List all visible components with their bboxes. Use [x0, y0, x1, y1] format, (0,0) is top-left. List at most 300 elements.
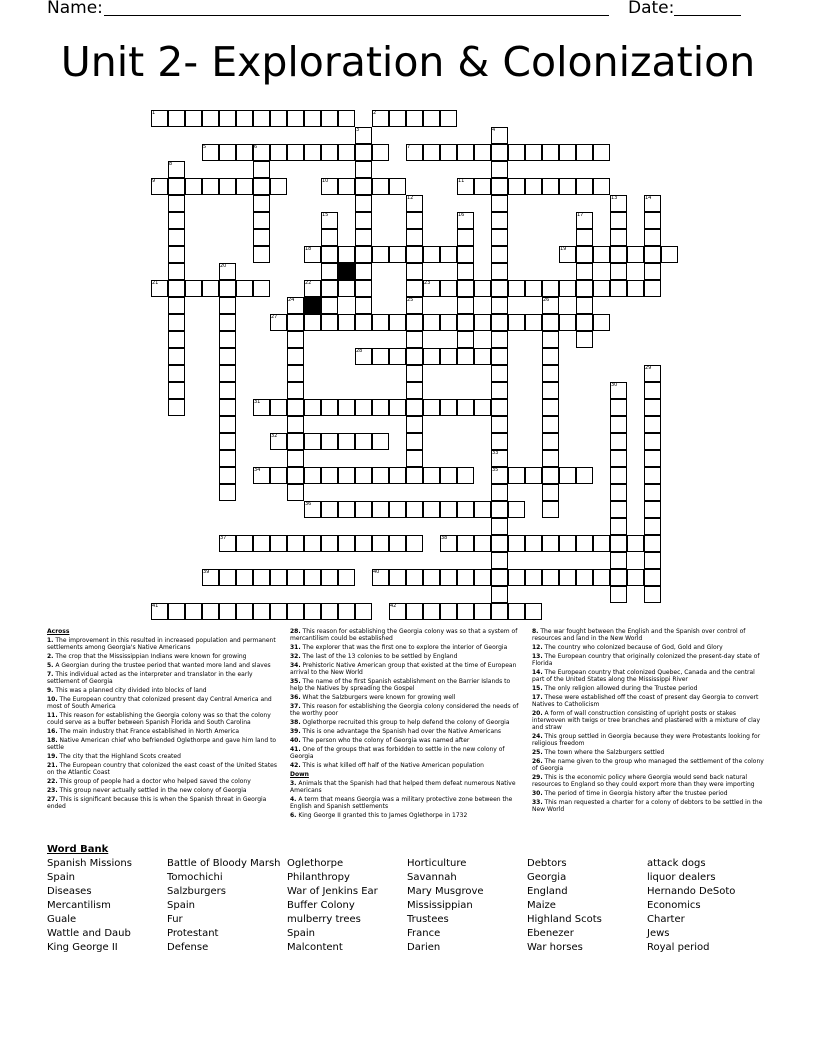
grid-cell[interactable] [491, 314, 508, 331]
grid-cell[interactable] [440, 569, 457, 586]
grid-cell[interactable] [474, 280, 491, 297]
grid-cell[interactable] [406, 603, 423, 620]
grid-cell[interactable] [270, 399, 287, 416]
grid-cell[interactable] [219, 467, 236, 484]
grid-cell[interactable] [593, 280, 610, 297]
grid-cell[interactable] [542, 331, 559, 348]
grid-cell[interactable] [270, 144, 287, 161]
grid-cell[interactable] [644, 263, 661, 280]
grid-cell[interactable] [236, 569, 253, 586]
grid-cell[interactable] [219, 110, 236, 127]
grid-cell[interactable] [270, 569, 287, 586]
grid-cell[interactable] [406, 212, 423, 229]
grid-cell[interactable] [610, 518, 627, 535]
grid-cell[interactable] [644, 246, 661, 263]
grid-cell[interactable] [321, 110, 338, 127]
grid-cell[interactable] [593, 178, 610, 195]
grid-cell[interactable] [474, 535, 491, 552]
grid-cell[interactable] [304, 535, 321, 552]
grid-cell[interactable] [644, 586, 661, 603]
grid-cell[interactable] [168, 110, 185, 127]
grid-cell[interactable] [661, 246, 678, 263]
grid-cell[interactable] [576, 297, 593, 314]
grid-cell[interactable] [304, 399, 321, 416]
grid-cell[interactable] [542, 314, 559, 331]
grid-cell[interactable] [423, 110, 440, 127]
grid-cell[interactable] [440, 603, 457, 620]
grid-cell[interactable] [202, 603, 219, 620]
grid-cell[interactable] [219, 348, 236, 365]
grid-cell[interactable] [406, 365, 423, 382]
grid-cell[interactable] [253, 212, 270, 229]
grid-cell[interactable] [219, 382, 236, 399]
grid-cell[interactable] [253, 603, 270, 620]
grid-cell[interactable] [202, 280, 219, 297]
grid-cell[interactable] [474, 144, 491, 161]
grid-cell[interactable] [304, 314, 321, 331]
grid-cell[interactable] [542, 501, 559, 518]
grid-cell[interactable] [610, 569, 627, 586]
grid-cell[interactable] [321, 399, 338, 416]
grid-cell[interactable] [508, 501, 525, 518]
grid-cell[interactable] [355, 501, 372, 518]
grid-cell[interactable] [576, 144, 593, 161]
grid-cell[interactable] [219, 331, 236, 348]
grid-cell[interactable] [253, 161, 270, 178]
grid-cell[interactable] [287, 603, 304, 620]
grid-cell[interactable] [457, 246, 474, 263]
grid-cell[interactable] [542, 365, 559, 382]
grid-cell[interactable] [610, 246, 627, 263]
grid-cell[interactable] [474, 501, 491, 518]
grid-cell[interactable] [389, 467, 406, 484]
grid-cell[interactable] [542, 280, 559, 297]
grid-cell[interactable] [525, 178, 542, 195]
grid-cell[interactable] [508, 569, 525, 586]
grid-cell[interactable] [525, 535, 542, 552]
grid-cell[interactable] [491, 484, 508, 501]
grid-cell[interactable] [355, 467, 372, 484]
grid-cell[interactable] [610, 433, 627, 450]
grid-cell[interactable] [338, 569, 355, 586]
grid-cell[interactable] [457, 314, 474, 331]
grid-cell[interactable] [406, 246, 423, 263]
grid-cell[interactable] [372, 501, 389, 518]
grid-cell[interactable] [372, 144, 389, 161]
grid-cell[interactable] [236, 535, 253, 552]
grid-cell[interactable] [168, 297, 185, 314]
grid-cell[interactable] [559, 467, 576, 484]
grid-cell[interactable] [491, 552, 508, 569]
grid-cell[interactable] [270, 178, 287, 195]
grid-cell[interactable] [389, 348, 406, 365]
grid-cell[interactable] [559, 314, 576, 331]
grid-cell[interactable] [236, 110, 253, 127]
grid-cell[interactable] [491, 416, 508, 433]
grid-cell[interactable] [491, 195, 508, 212]
grid-cell[interactable] [406, 263, 423, 280]
grid-cell[interactable] [525, 467, 542, 484]
grid-cell[interactable] [219, 399, 236, 416]
grid-cell[interactable] [287, 433, 304, 450]
grid-cell[interactable] [525, 603, 542, 620]
grid-cell[interactable] [525, 314, 542, 331]
grid-cell[interactable] [287, 365, 304, 382]
grid-cell[interactable] [185, 603, 202, 620]
grid-cell[interactable] [253, 178, 270, 195]
grid-cell[interactable] [576, 314, 593, 331]
grid-cell[interactable] [406, 348, 423, 365]
grid-cell[interactable] [542, 178, 559, 195]
grid-cell[interactable] [542, 467, 559, 484]
grid-cell[interactable] [236, 144, 253, 161]
grid-cell[interactable] [593, 314, 610, 331]
grid-cell[interactable] [406, 416, 423, 433]
grid-cell[interactable] [457, 501, 474, 518]
grid-cell[interactable] [338, 603, 355, 620]
grid-cell[interactable] [644, 535, 661, 552]
grid-cell[interactable] [610, 450, 627, 467]
grid-cell[interactable] [406, 399, 423, 416]
grid-cell[interactable] [593, 144, 610, 161]
grid-cell[interactable] [287, 535, 304, 552]
grid-cell[interactable] [253, 280, 270, 297]
grid-cell[interactable] [219, 416, 236, 433]
grid-cell[interactable] [406, 433, 423, 450]
grid-cell[interactable] [372, 178, 389, 195]
grid-cell[interactable] [610, 416, 627, 433]
grid-cell[interactable] [219, 433, 236, 450]
grid-cell[interactable] [423, 603, 440, 620]
grid-cell[interactable] [168, 229, 185, 246]
grid-cell[interactable] [508, 178, 525, 195]
grid-cell[interactable] [491, 212, 508, 229]
grid-cell[interactable] [491, 535, 508, 552]
grid-cell[interactable] [440, 501, 457, 518]
grid-cell[interactable] [576, 229, 593, 246]
grid-cell[interactable] [627, 246, 644, 263]
grid-cell[interactable] [389, 314, 406, 331]
grid-cell[interactable] [372, 246, 389, 263]
grid-cell[interactable] [474, 178, 491, 195]
grid-cell[interactable] [508, 280, 525, 297]
grid-cell[interactable] [372, 399, 389, 416]
grid-cell[interactable] [457, 144, 474, 161]
grid-cell[interactable] [610, 212, 627, 229]
grid-cell[interactable] [355, 297, 372, 314]
grid-cell[interactable] [423, 569, 440, 586]
grid-cell[interactable] [457, 297, 474, 314]
grid-cell[interactable] [406, 501, 423, 518]
grid-cell[interactable] [491, 518, 508, 535]
grid-cell[interactable] [627, 569, 644, 586]
grid-cell[interactable] [644, 229, 661, 246]
grid-cell[interactable] [423, 144, 440, 161]
grid-cell[interactable] [338, 280, 355, 297]
grid-cell[interactable] [355, 229, 372, 246]
grid-cell[interactable] [559, 178, 576, 195]
grid-cell[interactable] [440, 399, 457, 416]
grid-cell[interactable] [525, 280, 542, 297]
grid-cell[interactable] [457, 331, 474, 348]
grid-cell[interactable] [168, 178, 185, 195]
grid-cell[interactable] [321, 144, 338, 161]
grid-cell[interactable] [542, 569, 559, 586]
grid-cell[interactable] [287, 110, 304, 127]
grid-cell[interactable] [253, 195, 270, 212]
grid-cell[interactable] [508, 144, 525, 161]
grid-cell[interactable] [355, 144, 372, 161]
grid-cell[interactable] [355, 433, 372, 450]
grid-cell[interactable] [491, 382, 508, 399]
grid-cell[interactable] [168, 212, 185, 229]
grid-cell[interactable] [202, 110, 219, 127]
grid-cell[interactable] [457, 569, 474, 586]
grid-cell[interactable] [338, 246, 355, 263]
grid-cell[interactable] [457, 603, 474, 620]
grid-cell[interactable] [338, 433, 355, 450]
grid-cell[interactable] [287, 467, 304, 484]
grid-cell[interactable] [406, 569, 423, 586]
grid-cell[interactable] [508, 314, 525, 331]
grid-cell[interactable] [644, 212, 661, 229]
grid-cell[interactable] [576, 263, 593, 280]
grid-cell[interactable] [253, 535, 270, 552]
grid-cell[interactable] [304, 603, 321, 620]
grid-cell[interactable] [644, 433, 661, 450]
grid-cell[interactable] [321, 229, 338, 246]
grid-cell[interactable] [406, 280, 423, 297]
grid-cell[interactable] [491, 603, 508, 620]
grid-cell[interactable] [542, 433, 559, 450]
grid-cell[interactable] [610, 467, 627, 484]
grid-cell[interactable] [644, 280, 661, 297]
grid-cell[interactable] [423, 467, 440, 484]
grid-cell[interactable] [338, 399, 355, 416]
grid-cell[interactable] [321, 263, 338, 280]
grid-cell[interactable] [644, 416, 661, 433]
grid-cell[interactable] [491, 161, 508, 178]
grid-cell[interactable] [287, 382, 304, 399]
grid-cell[interactable] [406, 382, 423, 399]
grid-cell[interactable] [491, 365, 508, 382]
grid-cell[interactable] [491, 178, 508, 195]
grid-cell[interactable] [338, 314, 355, 331]
grid-cell[interactable] [610, 552, 627, 569]
grid-cell[interactable] [491, 246, 508, 263]
grid-cell[interactable] [270, 603, 287, 620]
grid-cell[interactable] [389, 178, 406, 195]
grid-cell[interactable] [576, 535, 593, 552]
grid-cell[interactable] [644, 399, 661, 416]
grid-cell[interactable] [491, 331, 508, 348]
grid-cell[interactable] [287, 314, 304, 331]
grid-cell[interactable] [168, 246, 185, 263]
grid-cell[interactable] [491, 280, 508, 297]
grid-cell[interactable] [627, 280, 644, 297]
grid-cell[interactable] [321, 314, 338, 331]
grid-cell[interactable] [202, 178, 219, 195]
grid-cell[interactable] [168, 331, 185, 348]
grid-cell[interactable] [219, 280, 236, 297]
grid-cell[interactable] [253, 246, 270, 263]
grid-cell[interactable] [321, 433, 338, 450]
grid-cell[interactable] [236, 603, 253, 620]
grid-cell[interactable] [423, 348, 440, 365]
grid-cell[interactable] [304, 569, 321, 586]
grid-cell[interactable] [355, 399, 372, 416]
grid-cell[interactable] [576, 280, 593, 297]
grid-cell[interactable] [406, 314, 423, 331]
grid-cell[interactable] [406, 110, 423, 127]
grid-cell[interactable] [168, 399, 185, 416]
grid-cell[interactable] [236, 280, 253, 297]
grid-cell[interactable] [321, 535, 338, 552]
grid-cell[interactable] [423, 399, 440, 416]
grid-cell[interactable] [423, 314, 440, 331]
grid-cell[interactable] [457, 348, 474, 365]
grid-cell[interactable] [389, 569, 406, 586]
grid-cell[interactable] [304, 467, 321, 484]
grid-cell[interactable] [474, 314, 491, 331]
grid-cell[interactable] [355, 246, 372, 263]
grid-cell[interactable] [321, 467, 338, 484]
grid-cell[interactable] [406, 535, 423, 552]
grid-cell[interactable] [355, 178, 372, 195]
grid-cell[interactable] [610, 280, 627, 297]
grid-cell[interactable] [219, 144, 236, 161]
grid-cell[interactable] [610, 535, 627, 552]
grid-cell[interactable] [321, 603, 338, 620]
grid-cell[interactable] [168, 195, 185, 212]
grid-cell[interactable] [491, 348, 508, 365]
grid-cell[interactable] [542, 348, 559, 365]
grid-cell[interactable] [559, 280, 576, 297]
grid-cell[interactable] [287, 144, 304, 161]
grid-cell[interactable] [406, 467, 423, 484]
grid-cell[interactable] [168, 603, 185, 620]
grid-cell[interactable] [559, 144, 576, 161]
grid-cell[interactable] [389, 501, 406, 518]
grid-cell[interactable] [389, 399, 406, 416]
grid-cell[interactable] [406, 331, 423, 348]
grid-cell[interactable] [559, 535, 576, 552]
grid-cell[interactable] [644, 467, 661, 484]
grid-cell[interactable] [355, 212, 372, 229]
grid-cell[interactable] [627, 535, 644, 552]
grid-cell[interactable] [321, 246, 338, 263]
grid-cell[interactable] [491, 399, 508, 416]
grid-cell[interactable] [644, 501, 661, 518]
grid-cell[interactable] [355, 603, 372, 620]
grid-cell[interactable] [576, 178, 593, 195]
grid-cell[interactable] [253, 569, 270, 586]
grid-cell[interactable] [168, 382, 185, 399]
grid-cell[interactable] [338, 178, 355, 195]
grid-cell[interactable] [355, 535, 372, 552]
grid-cell[interactable] [491, 586, 508, 603]
grid-cell[interactable] [168, 280, 185, 297]
grid-cell[interactable] [474, 348, 491, 365]
grid-cell[interactable] [355, 161, 372, 178]
grid-cell[interactable] [610, 229, 627, 246]
grid-cell[interactable] [287, 399, 304, 416]
grid-cell[interactable] [219, 484, 236, 501]
grid-cell[interactable] [457, 263, 474, 280]
grid-cell[interactable] [576, 467, 593, 484]
grid-cell[interactable] [457, 399, 474, 416]
grid-cell[interactable] [491, 263, 508, 280]
grid-cell[interactable] [406, 229, 423, 246]
grid-cell[interactable] [491, 501, 508, 518]
grid-cell[interactable] [474, 603, 491, 620]
grid-cell[interactable] [219, 569, 236, 586]
grid-cell[interactable] [644, 552, 661, 569]
grid-cell[interactable] [321, 501, 338, 518]
grid-cell[interactable] [508, 603, 525, 620]
grid-cell[interactable] [389, 110, 406, 127]
grid-cell[interactable] [508, 535, 525, 552]
grid-cell[interactable] [644, 569, 661, 586]
grid-cell[interactable] [219, 297, 236, 314]
grid-cell[interactable] [457, 229, 474, 246]
grid-cell[interactable] [168, 365, 185, 382]
grid-cell[interactable] [304, 433, 321, 450]
grid-cell[interactable] [491, 229, 508, 246]
grid-cell[interactable] [270, 467, 287, 484]
grid-cell[interactable] [338, 501, 355, 518]
grid-cell[interactable] [610, 501, 627, 518]
grid-cell[interactable] [457, 280, 474, 297]
grid-cell[interactable] [372, 535, 389, 552]
grid-cell[interactable] [321, 569, 338, 586]
grid-cell[interactable] [287, 331, 304, 348]
grid-cell[interactable] [338, 110, 355, 127]
grid-cell[interactable] [372, 467, 389, 484]
grid-cell[interactable] [338, 144, 355, 161]
grid-cell[interactable] [491, 433, 508, 450]
grid-cell[interactable] [389, 535, 406, 552]
grid-cell[interactable] [219, 450, 236, 467]
grid-cell[interactable] [304, 144, 321, 161]
grid-cell[interactable] [491, 144, 508, 161]
grid-cell[interactable] [440, 314, 457, 331]
grid-cell[interactable] [219, 178, 236, 195]
grid-cell[interactable] [338, 467, 355, 484]
grid-cell[interactable] [270, 110, 287, 127]
grid-cell[interactable] [355, 280, 372, 297]
grid-cell[interactable] [355, 195, 372, 212]
grid-cell[interactable] [321, 297, 338, 314]
grid-cell[interactable] [542, 484, 559, 501]
grid-cell[interactable] [253, 110, 270, 127]
grid-cell[interactable] [542, 144, 559, 161]
grid-cell[interactable] [610, 484, 627, 501]
grid-cell[interactable] [185, 178, 202, 195]
grid-cell[interactable] [542, 399, 559, 416]
grid-cell[interactable] [644, 518, 661, 535]
grid-cell[interactable] [219, 365, 236, 382]
grid-cell[interactable] [610, 586, 627, 603]
grid-cell[interactable] [168, 348, 185, 365]
grid-cell[interactable] [610, 399, 627, 416]
grid-cell[interactable] [236, 178, 253, 195]
grid-cell[interactable] [525, 569, 542, 586]
grid-cell[interactable] [525, 144, 542, 161]
grid-cell[interactable] [576, 246, 593, 263]
grid-cell[interactable] [219, 603, 236, 620]
grid-cell[interactable] [474, 569, 491, 586]
